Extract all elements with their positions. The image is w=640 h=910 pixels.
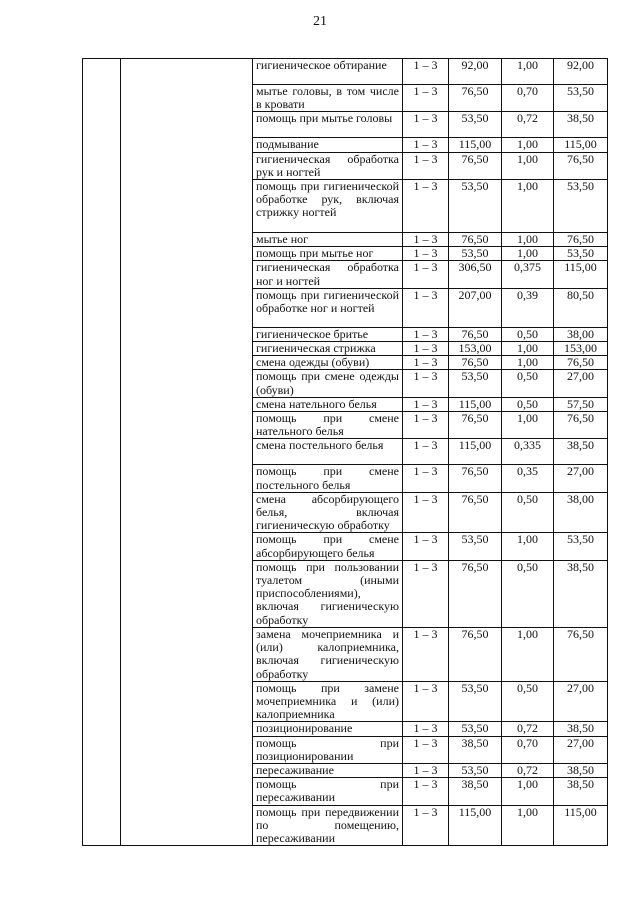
price-cell: 53,50	[449, 112, 502, 138]
service-name: гигиеническое обтирание	[253, 59, 403, 85]
coefficient-cell: 0,72	[502, 763, 554, 777]
total-cell: 92,00	[554, 59, 608, 85]
coefficient-cell: 0,50	[502, 397, 554, 411]
coefficient-cell: 0,70	[502, 736, 554, 763]
frequency-cell: 1 – 3	[403, 59, 449, 85]
total-cell: 38,00	[554, 327, 608, 341]
price-cell: 38,50	[449, 736, 502, 763]
total-cell: 38,50	[554, 560, 608, 627]
price-cell: 153,00	[449, 342, 502, 356]
frequency-cell: 1 – 3	[403, 465, 449, 492]
coefficient-cell: 1,00	[502, 247, 554, 261]
total-cell: 153,00	[554, 342, 608, 356]
frequency-cell: 1 – 3	[403, 342, 449, 356]
frequency-cell: 1 – 3	[403, 327, 449, 341]
service-name: смена одежды (обуви)	[253, 356, 403, 370]
total-cell: 38,50	[554, 439, 608, 465]
price-cell: 53,50	[449, 370, 502, 397]
frequency-cell: 1 – 3	[403, 112, 449, 138]
service-name: помощь при гигиенической обработке рук, включая стрижку ногтей	[253, 180, 403, 233]
frequency-cell: 1 – 3	[403, 288, 449, 327]
service-name: помощь при смене постельного белья	[253, 465, 403, 492]
price-cell: 92,00	[449, 59, 502, 85]
frequency-cell: 1 – 3	[403, 533, 449, 560]
coefficient-cell: 0,375	[502, 261, 554, 288]
service-name: смена постельного белья	[253, 439, 403, 465]
service-name: подмывание	[253, 138, 403, 152]
price-cell: 115,00	[449, 138, 502, 152]
total-cell: 53,50	[554, 180, 608, 233]
price-cell: 76,50	[449, 412, 502, 439]
coefficient-cell: 0,50	[502, 681, 554, 722]
price-cell: 306,50	[449, 261, 502, 288]
blank-column-2	[121, 59, 253, 846]
total-cell: 53,50	[554, 85, 608, 112]
frequency-cell: 1 – 3	[403, 397, 449, 411]
service-name: гигиеническая стрижка	[253, 342, 403, 356]
total-cell: 76,50	[554, 627, 608, 681]
coefficient-cell: 0,39	[502, 288, 554, 327]
total-cell: 76,50	[554, 356, 608, 370]
price-cell: 76,50	[449, 492, 502, 533]
price-cell: 53,50	[449, 247, 502, 261]
service-name: гигиеническая обработка ног и ногтей	[253, 261, 403, 288]
frequency-cell: 1 – 3	[403, 778, 449, 805]
price-cell: 76,50	[449, 356, 502, 370]
frequency-cell: 1 – 3	[403, 763, 449, 777]
price-cell: 76,50	[449, 85, 502, 112]
coefficient-cell: 0,70	[502, 85, 554, 112]
coefficient-cell: 1,00	[502, 342, 554, 356]
service-name: помощь при смене нательного белья	[253, 412, 403, 439]
service-name: пересаживание	[253, 763, 403, 777]
price-cell: 76,50	[449, 152, 502, 179]
service-name: помощь при пользовании туалетом (иными приспособлениями), включая гигиеническую обработку	[253, 560, 403, 627]
frequency-cell: 1 – 3	[403, 492, 449, 533]
coefficient-cell: 1,00	[502, 180, 554, 233]
frequency-cell: 1 – 3	[403, 681, 449, 722]
frequency-cell: 1 – 3	[403, 627, 449, 681]
frequency-cell: 1 – 3	[403, 152, 449, 179]
coefficient-cell: 1,00	[502, 533, 554, 560]
total-cell: 27,00	[554, 370, 608, 397]
price-cell: 53,50	[449, 763, 502, 777]
price-cell: 76,50	[449, 465, 502, 492]
price-cell: 115,00	[449, 439, 502, 465]
service-name: помощь при мытье головы	[253, 112, 403, 138]
price-cell: 53,50	[449, 180, 502, 233]
total-cell: 27,00	[554, 736, 608, 763]
total-cell: 57,50	[554, 397, 608, 411]
frequency-cell: 1 – 3	[403, 412, 449, 439]
total-cell: 53,50	[554, 533, 608, 560]
frequency-cell: 1 – 3	[403, 261, 449, 288]
service-name: смена нательного белья	[253, 397, 403, 411]
coefficient-cell: 0,35	[502, 465, 554, 492]
price-cell: 115,00	[449, 397, 502, 411]
service-name: позиционирование	[253, 722, 403, 736]
frequency-cell: 1 – 3	[403, 722, 449, 736]
service-name: мытье ног	[253, 233, 403, 247]
coefficient-cell: 1,00	[502, 805, 554, 846]
coefficient-cell: 1,00	[502, 152, 554, 179]
coefficient-cell: 1,00	[502, 233, 554, 247]
price-cell: 76,50	[449, 560, 502, 627]
frequency-cell: 1 – 3	[403, 233, 449, 247]
service-name: помощь при позиционировании	[253, 736, 403, 763]
total-cell: 38,50	[554, 722, 608, 736]
total-cell: 76,50	[554, 152, 608, 179]
service-name: замена мочеприемника и (или) калоприемника, включая гигиеническую обработку	[253, 627, 403, 681]
price-cell: 115,00	[449, 805, 502, 846]
price-cell: 38,50	[449, 778, 502, 805]
coefficient-cell: 0,72	[502, 722, 554, 736]
service-name: помощь при мытье ног	[253, 247, 403, 261]
price-cell: 76,50	[449, 233, 502, 247]
service-name: помощь при смене абсорбирующего белья	[253, 533, 403, 560]
total-cell: 27,00	[554, 465, 608, 492]
total-cell: 76,50	[554, 233, 608, 247]
page-number: 21	[313, 14, 327, 29]
frequency-cell: 1 – 3	[403, 180, 449, 233]
frequency-cell: 1 – 3	[403, 247, 449, 261]
total-cell: 38,50	[554, 112, 608, 138]
coefficient-cell: 1,00	[502, 59, 554, 85]
price-cell: 53,50	[449, 681, 502, 722]
total-cell: 115,00	[554, 261, 608, 288]
total-cell: 76,50	[554, 412, 608, 439]
service-name: помощь при пересаживании	[253, 778, 403, 805]
price-cell: 76,50	[449, 627, 502, 681]
total-cell: 115,00	[554, 138, 608, 152]
coefficient-cell: 0,50	[502, 370, 554, 397]
frequency-cell: 1 – 3	[403, 560, 449, 627]
frequency-cell: 1 – 3	[403, 85, 449, 112]
frequency-cell: 1 – 3	[403, 736, 449, 763]
service-name: гигиеническая обработка рук и ногтей	[253, 152, 403, 179]
table-body	[83, 59, 608, 846]
coefficient-cell: 0,50	[502, 492, 554, 533]
price-cell: 76,50	[449, 327, 502, 341]
price-cell: 207,00	[449, 288, 502, 327]
service-name: помощь при передвижении по помещению, пересаживании	[253, 805, 403, 846]
service-name: гигиеническое бритье	[253, 327, 403, 341]
total-cell: 38,00	[554, 492, 608, 533]
coefficient-cell: 0,50	[502, 560, 554, 627]
price-cell: 53,50	[449, 533, 502, 560]
coefficient-cell: 1,00	[502, 356, 554, 370]
services-table	[82, 58, 608, 846]
total-cell: 115,00	[554, 805, 608, 846]
coefficient-cell: 0,72	[502, 112, 554, 138]
total-cell: 80,50	[554, 288, 608, 327]
frequency-cell: 1 – 3	[403, 370, 449, 397]
service-name: помощь при смене одежды (обуви)	[253, 370, 403, 397]
coefficient-cell: 1,00	[502, 412, 554, 439]
frequency-cell: 1 – 3	[403, 805, 449, 846]
total-cell: 53,50	[554, 247, 608, 261]
coefficient-cell: 0,50	[502, 327, 554, 341]
service-name: мытье головы, в том числе в кровати	[253, 85, 403, 112]
frequency-cell: 1 – 3	[403, 138, 449, 152]
blank-column-1	[83, 59, 121, 846]
coefficient-cell: 1,00	[502, 627, 554, 681]
total-cell: 27,00	[554, 681, 608, 722]
price-cell: 53,50	[449, 722, 502, 736]
service-name: смена абсорбирующего белья, включая гигиеническую обработку	[253, 492, 403, 533]
frequency-cell: 1 – 3	[403, 439, 449, 465]
service-name: помощь при замене мочеприемника и (или) калоприемника	[253, 681, 403, 722]
coefficient-cell: 1,00	[502, 138, 554, 152]
frequency-cell: 1 – 3	[403, 356, 449, 370]
coefficient-cell: 0,335	[502, 439, 554, 465]
total-cell: 38,50	[554, 778, 608, 805]
coefficient-cell: 1,00	[502, 778, 554, 805]
service-name: помощь при гигиенической обработке ног и ногтей	[253, 288, 403, 327]
total-cell: 38,50	[554, 763, 608, 777]
table-row	[83, 59, 608, 85]
